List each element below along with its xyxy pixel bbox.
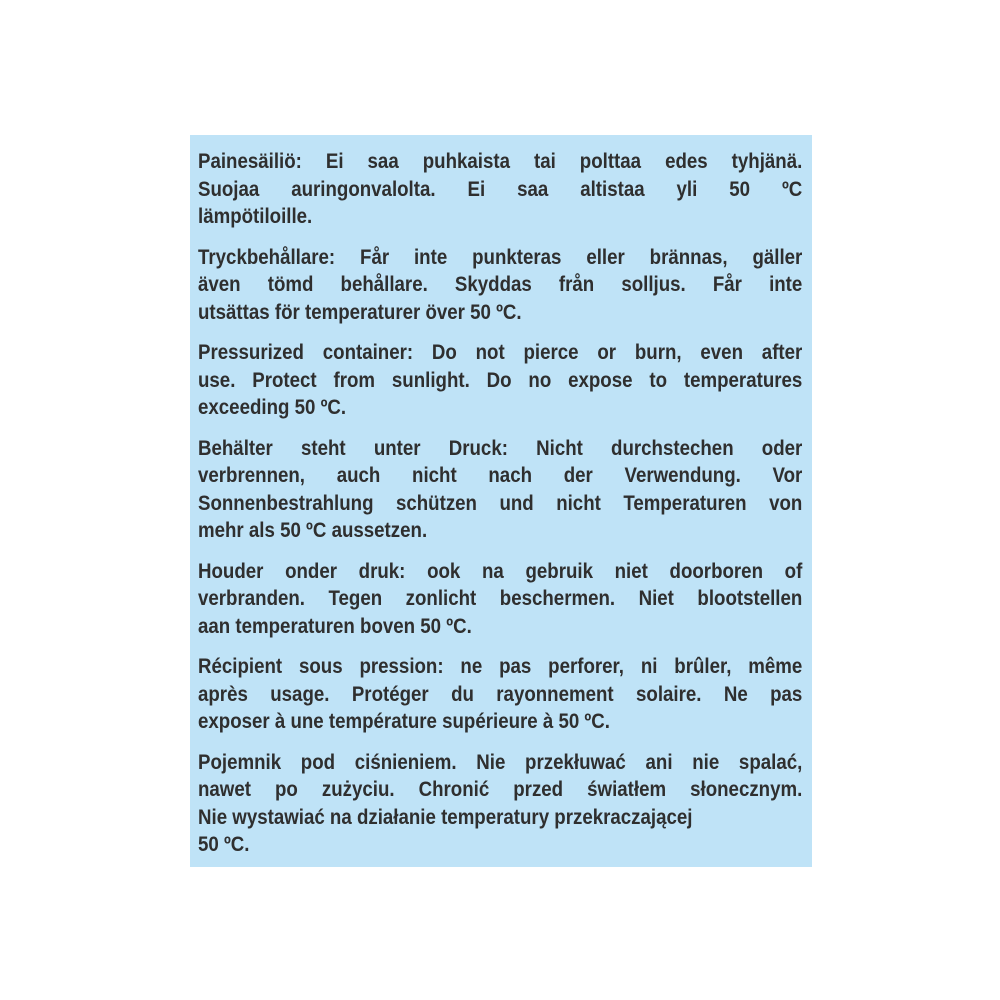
- warning-line: även tömd behållare. Skyddas från solljus. Får inte: [198, 273, 803, 296]
- warning-line: verbranden. Tegen zonlicht beschermen. Niet blootstellen: [198, 587, 803, 610]
- warning-line: exceeding 50 ºC.: [198, 396, 347, 419]
- warning-line: Nie wystawiać na działanie temperatury przekraczającej: [198, 805, 693, 829]
- warning-finnish: [198, 148, 802, 231]
- warning-label-panel: [190, 135, 812, 867]
- warning-line: lämpötiloille.: [198, 205, 313, 228]
- warning-line: Behälter steht unter Druck: Nicht durchstechen oder: [198, 436, 803, 460]
- warning-line: mehr als 50 ºC aussetzen.: [198, 519, 428, 542]
- warning-line: aan temperaturen boven 50 ºC.: [198, 614, 472, 638]
- warning-line: Suojaa auringonvalolta. Ei saa altistaa yli 50 ºC: [198, 177, 803, 201]
- warning-line: après usage. Protéger du rayonnement solaire. Ne pas: [198, 682, 803, 706]
- warning-line: use. Protect from sunlight. Do no expose to temperatures: [198, 368, 803, 392]
- warning-line: 50 ºC.: [198, 833, 250, 856]
- warning-dutch: [198, 558, 802, 641]
- warning-line: Récipient sous pression: ne pas perforer, ni brûler, même: [198, 655, 803, 678]
- warning-line: utsättas för temperaturer över 50 ºC.: [198, 300, 522, 324]
- warning-line: Sonnenbestrahlung schützen und nicht Temperaturen von: [198, 491, 803, 515]
- warning-polish: [198, 749, 802, 859]
- warning-line: nawet po zużyciu. Chronić przed światłem słonecznym.: [198, 778, 803, 801]
- warning-swedish: [198, 244, 802, 327]
- warning-german: [198, 435, 802, 545]
- warning-english: [198, 339, 802, 422]
- warning-line: exposer à une température supérieure à 50 ºC.: [198, 710, 610, 733]
- warning-line: Painesäiliö: Ei saa puhkaista tai polttaa edes tyhjänä.: [198, 150, 803, 173]
- warning-line: Houder onder druk: ook na gebruik niet doorboren of: [198, 559, 803, 583]
- warning-line: verbrennen, auch nicht nach der Verwendung. Vor: [198, 464, 803, 487]
- warning-line: Tryckbehållare: Får inte punkteras eller brännas, gäller: [198, 245, 803, 269]
- warning-line: Pressurized container: Do not pierce or burn, even after: [198, 341, 803, 364]
- warning-line: Pojemnik pod ciśnieniem. Nie przekłuwać ani nie spalać,: [198, 750, 803, 774]
- warning-french: [198, 653, 802, 736]
